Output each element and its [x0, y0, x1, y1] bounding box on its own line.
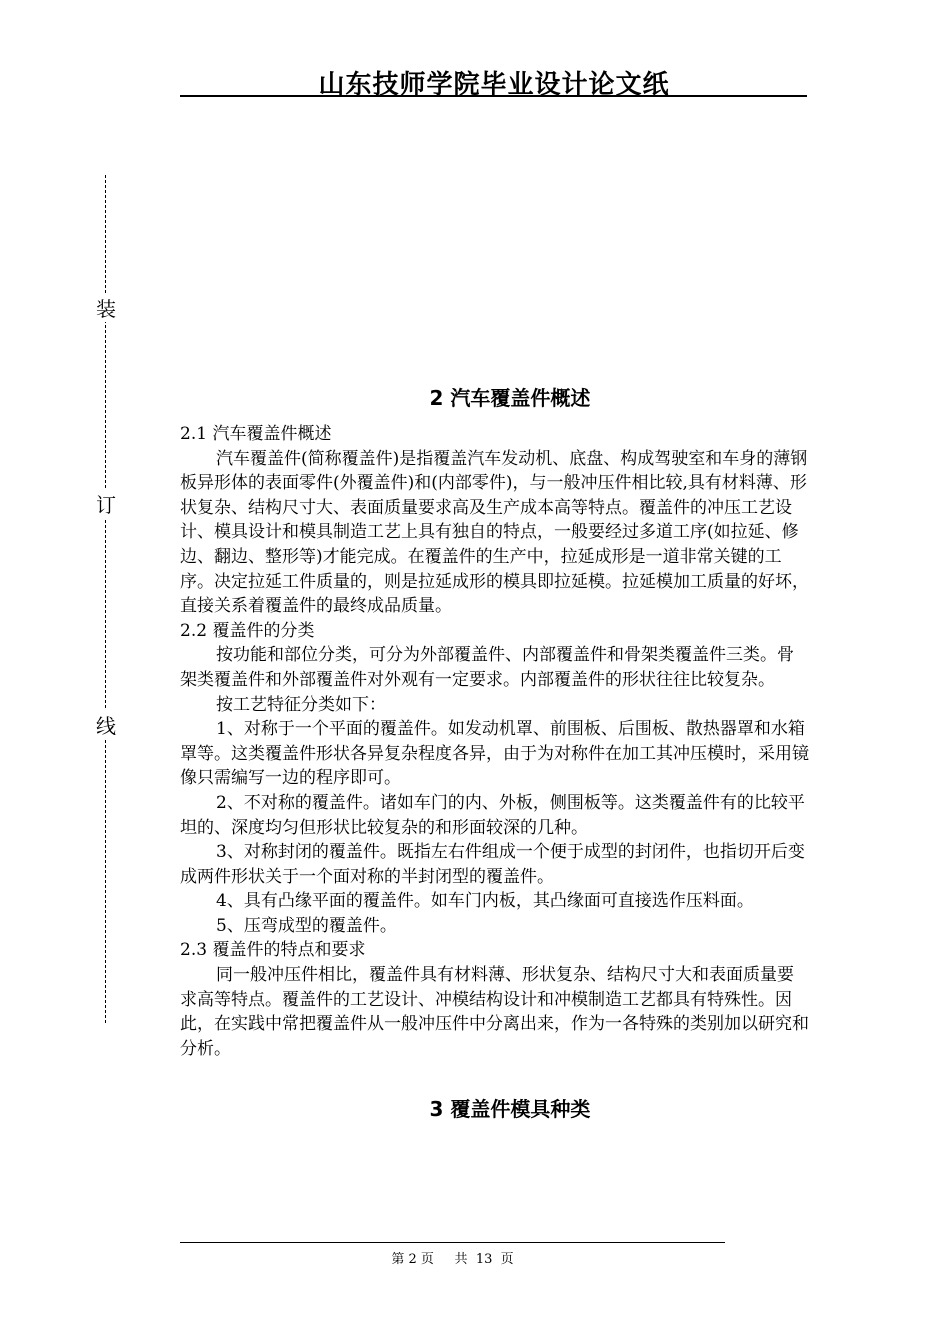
section-2-2-paragraph-2: 按工艺特征分类如下：	[216, 694, 386, 715]
classification-item-3: 3、对称封闭的覆盖件。既指左右件组成一个便于成型的封闭件，也指切开后变成两件形状关于一个面对称的半封闭型的覆盖件。	[180, 842, 805, 887]
page-number-footer	[180, 1248, 725, 1267]
classification-item-5: 5、压弯成型的覆盖件。	[216, 915, 397, 936]
classification-item-1: 1、对称于一个平面的覆盖件。如发动机罩、前围板、后围板、散热器罩和水箱罩等。这类覆盖件形状各异复杂程度各异，由于为对称件在加工其冲压模时，采用镜像只需编写一边的程序即可。	[180, 719, 809, 789]
binding-char-ding: 订	[95, 489, 117, 518]
section-2-1-heading: 2.1 汽车覆盖件概述	[180, 424, 332, 444]
section-2-1-paragraph: 汽车覆盖件(简称覆盖件)是指覆盖汽车发动机、底盘、构成驾驶室和车身的薄钢板异形体的表面零件(外覆盖件)和(内部零件)，与一般冲压件相比较,具有材料薄、形状复杂、结构尺寸大、表面质量要求高及生产成本高等特点。覆盖件的冲压工艺设计、模具设计和模具制造工艺上具有独自的特点，一般要经过多道工序(如拉延、修边、翻边、整形等)才能完成。在覆盖件的生产中，拉延成形是一道非常关键的工序。决定拉延工件质量的，则是拉延成形的模具即拉延模。拉延模加工质量的好坏，直接关系着覆盖件的最终成品质量。	[180, 448, 809, 617]
chapter-3-title: 3 覆盖件模具种类	[429, 1097, 591, 1122]
section-2-2-paragraph-1: 按功能和部位分类，可分为外部覆盖件、内部覆盖件和骨架类覆盖件三类。骨架类覆盖件和外部覆盖件对外观有一定要求。内部覆盖件的形状往往比较复杂。	[180, 645, 794, 690]
binding-char-xian: 线	[95, 710, 117, 739]
header-rule	[180, 95, 807, 97]
chapter-2-title: 2 汽车覆盖件概述	[429, 386, 591, 410]
footer-rule	[180, 1242, 725, 1243]
classification-item-4: 4、具有凸缘平面的覆盖件。如车门内板，其凸缘面可直接选作压料面。	[216, 891, 754, 912]
page-number-label: 第 2 页 共 13 页	[391, 1252, 514, 1267]
binding-char-zhuang: 装	[95, 293, 117, 322]
section-2-3-paragraph: 同一般冲压件相比，覆盖件具有材料薄、形状复杂、结构尺寸大和表面质量要求高等特点。覆盖件的工艺设计、冲模结构设计和冲模制造工艺都具有特殊性。因此，在实践中常把覆盖件从一般冲压件中分离出来，作为一各特殊的类别加以研究和分析。	[180, 965, 809, 1059]
document-header-title: 山东技师学院毕业设计论文纸	[318, 70, 670, 100]
section-2-3-heading: 2.3 覆盖件的特点和要求	[180, 940, 366, 961]
section-2-2-heading: 2.2 覆盖件的分类	[180, 620, 315, 641]
classification-item-2: 2、不对称的覆盖件。诸如车门的内、外板，侧围板等。这类覆盖件有的比较平坦的、深度均匀但形状比较复杂的和形面较深的几种。	[180, 792, 805, 838]
page-content	[180, 360, 810, 1133]
